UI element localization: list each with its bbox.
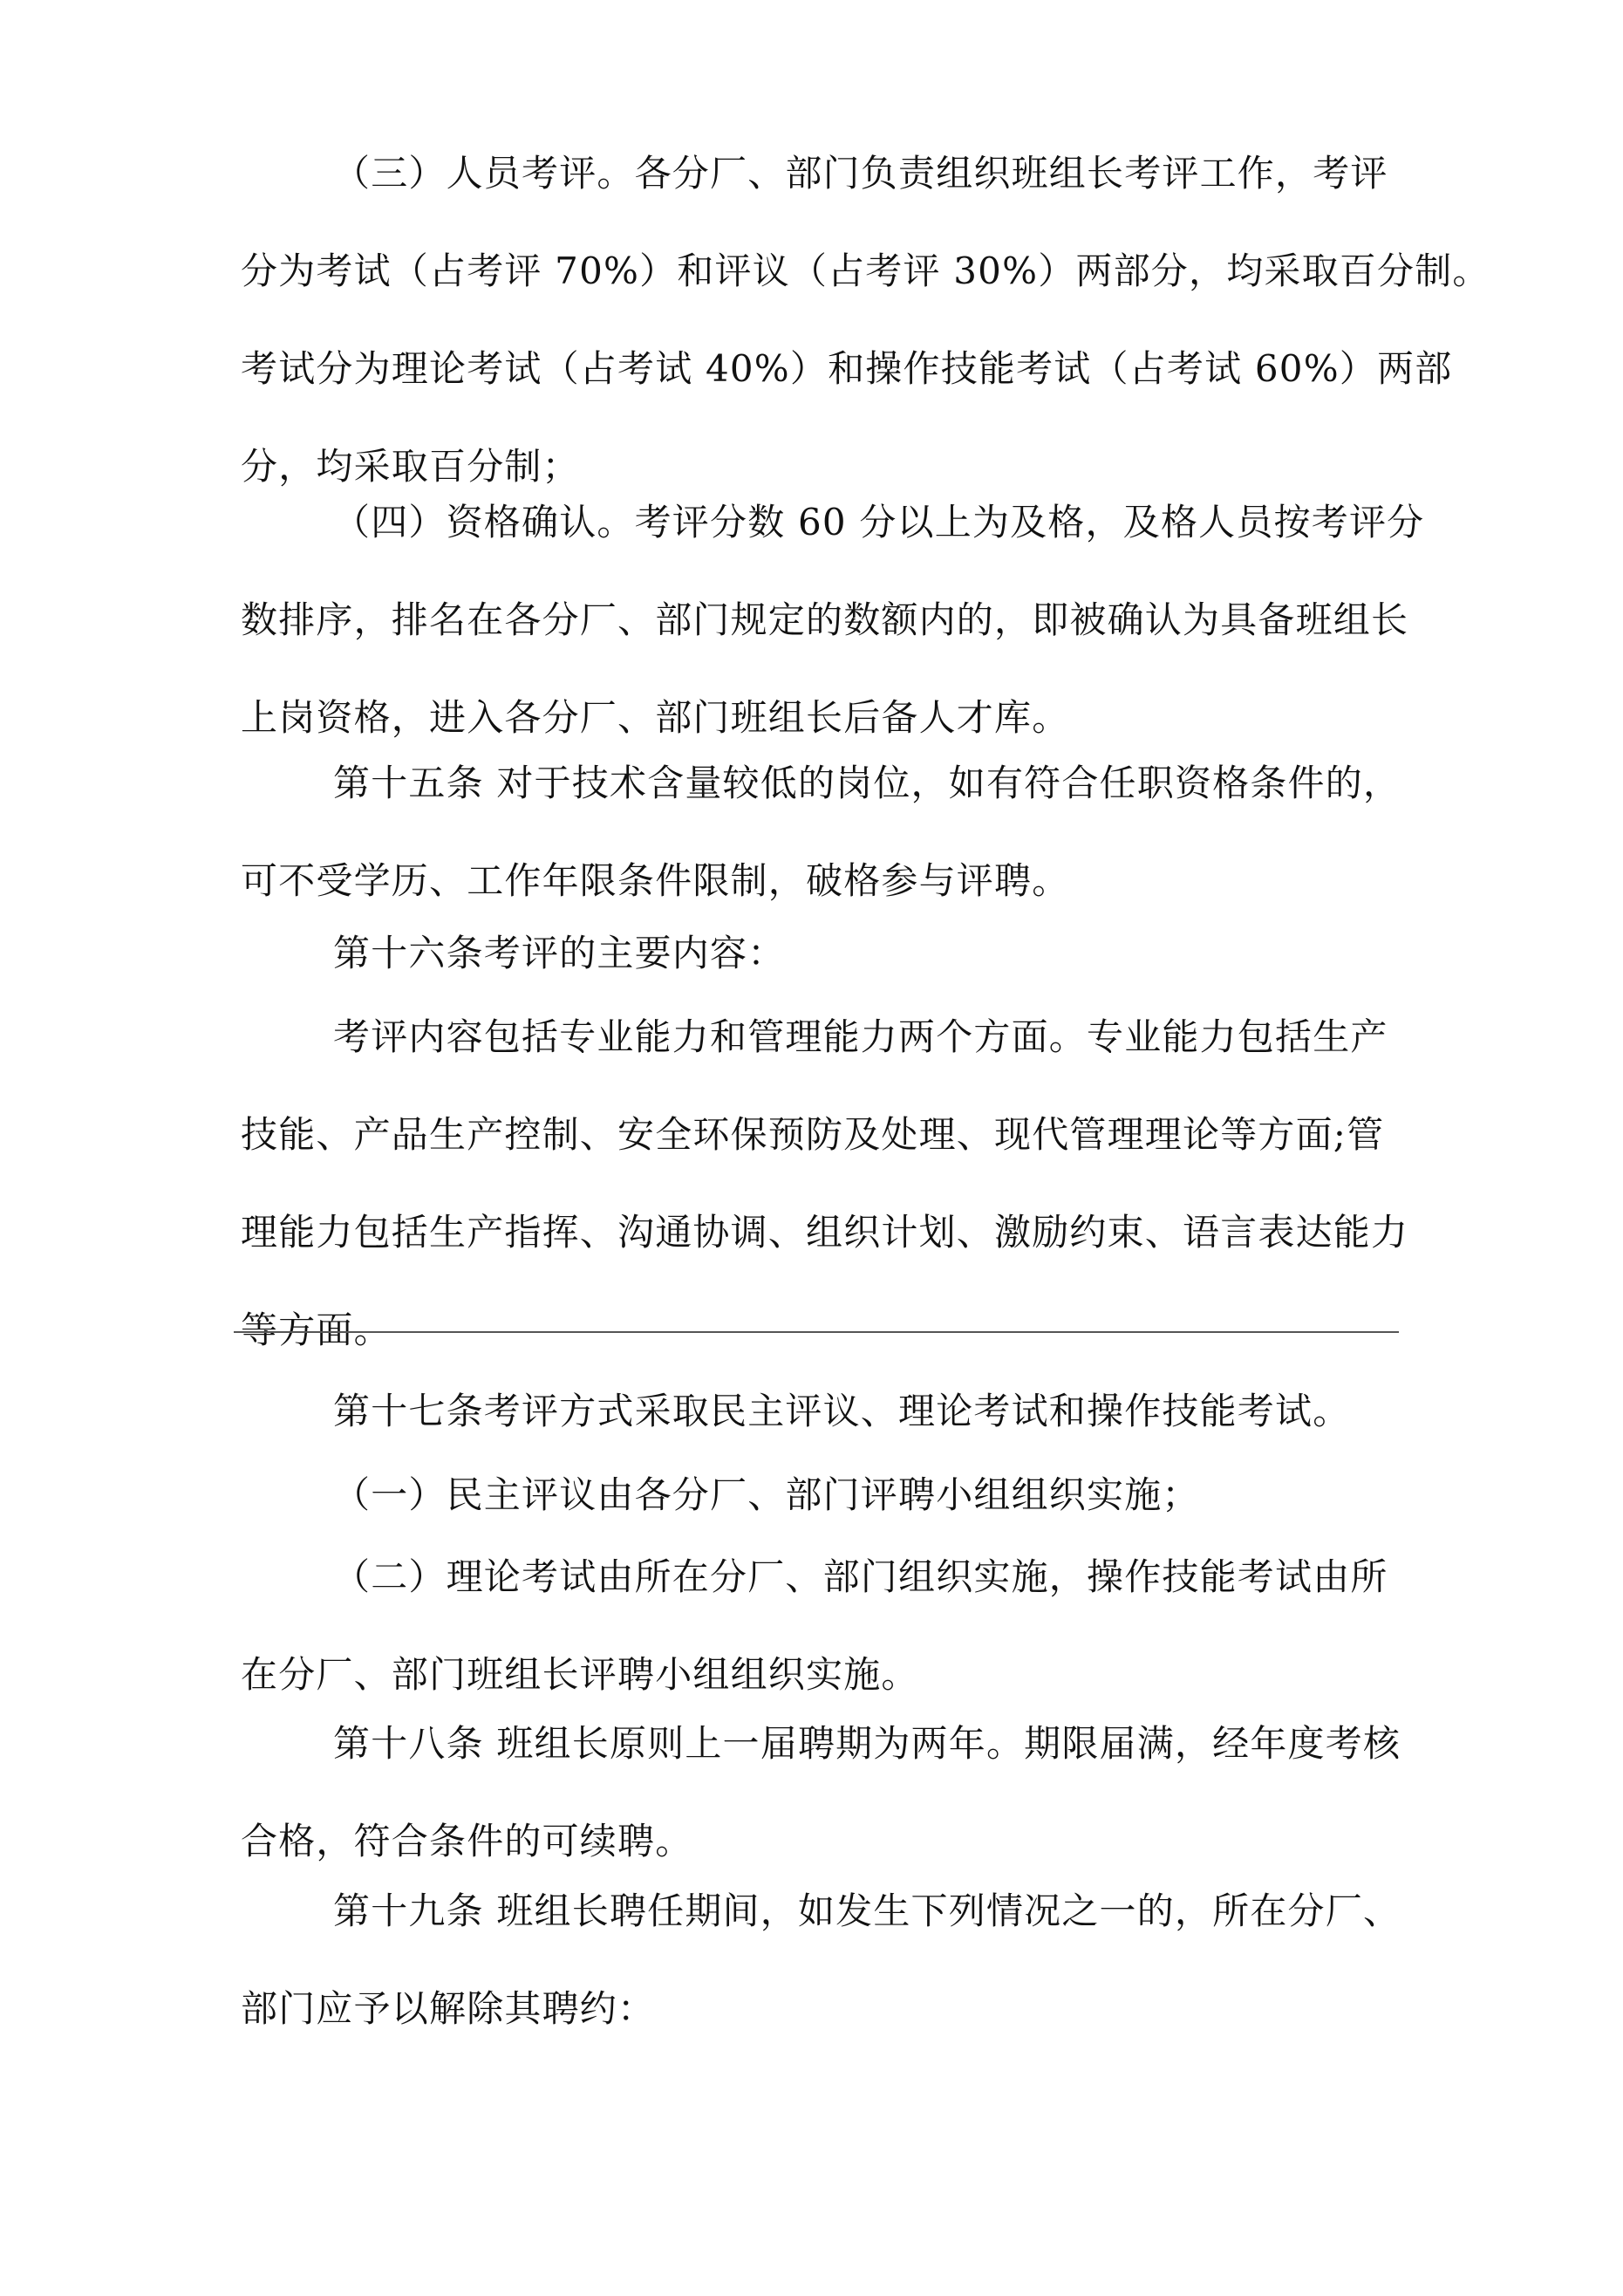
text-line: 第十八条 班组长原则上一届聘期为两年。期限届满，经年度考核 [333, 1722, 1401, 1765]
text-line: （二）理论考试由所在分厂、部门组织实施，操作技能考试由所 [333, 1555, 1388, 1598]
text-line: 理能力包括生产指挥、沟通协调、组织计划、激励约束、语言表达能力 [241, 1211, 1409, 1254]
text-line: 第十七条考评方式采取民主评议、理论考试和操作技能考试。 [333, 1390, 1351, 1432]
text-line: （三）人员考评。各分厂、部门负责组织班组长考评工作，考评 [333, 152, 1388, 195]
text-line: 上岗资格，进入各分厂、部门班组长后备人才库。 [241, 696, 1070, 739]
text-line: 在分厂、部门班组长评聘小组组织实施。 [241, 1653, 919, 1696]
text-line: 第十五条 对于技术含量较低的岗位，如有符合任职资格条件的， [333, 762, 1401, 804]
paragraph-evaluation-content [241, 988, 1409, 1379]
section-divider [234, 1331, 1399, 1333]
text-line: 第十九条 班组长聘任期间，如发生下列情况之一的，所在分厂、 [333, 1889, 1401, 1932]
text-line: 等方面。 [241, 1309, 392, 1351]
paragraph-personnel-evaluation [241, 125, 1490, 516]
text-line: 可不受学历、工作年限条件限制，破格参与评聘。 [241, 859, 1070, 902]
text-line: 考评内容包括专业能力和管理能力两个方面。专业能力包括生产 [333, 1015, 1388, 1058]
text-line: （一）民主评议由各分厂、部门评聘小组组织实施； [333, 1473, 1200, 1516]
text-line: 技能、产品生产控制、安全环保预防及处理、现代管理理论等方面;管 [241, 1113, 1385, 1156]
paragraph-qualification-confirmation [241, 474, 1425, 767]
text-line: 分为考试（占考评 70%）和评议（占考评 30%）两部分，均采取百分制。 [241, 249, 1490, 292]
paragraph-article-15 [241, 735, 1401, 930]
text-line: 部门应予以解除其聘约： [241, 1987, 656, 2030]
text-line: 合格，符合条件的可续聘。 [241, 1820, 693, 1862]
text-line: （四）资格确认。考评分数 60 分以上为及格，及格人员按考评分 [333, 501, 1425, 543]
paragraph-article-19 [241, 1862, 1401, 2058]
text-line: 数排序，排名在各分厂、部门规定的数额内的，即被确认为具备班组长 [241, 598, 1409, 641]
paragraph-article-18 [241, 1695, 1401, 1890]
text-line: 第十六条考评的主要内容： [333, 932, 786, 974]
text-line: 考试分为理论考试（占考试 40%）和操作技能考试（占考试 60%）两部 [241, 347, 1453, 390]
text-line: 分，均采取百分制； [241, 445, 580, 488]
